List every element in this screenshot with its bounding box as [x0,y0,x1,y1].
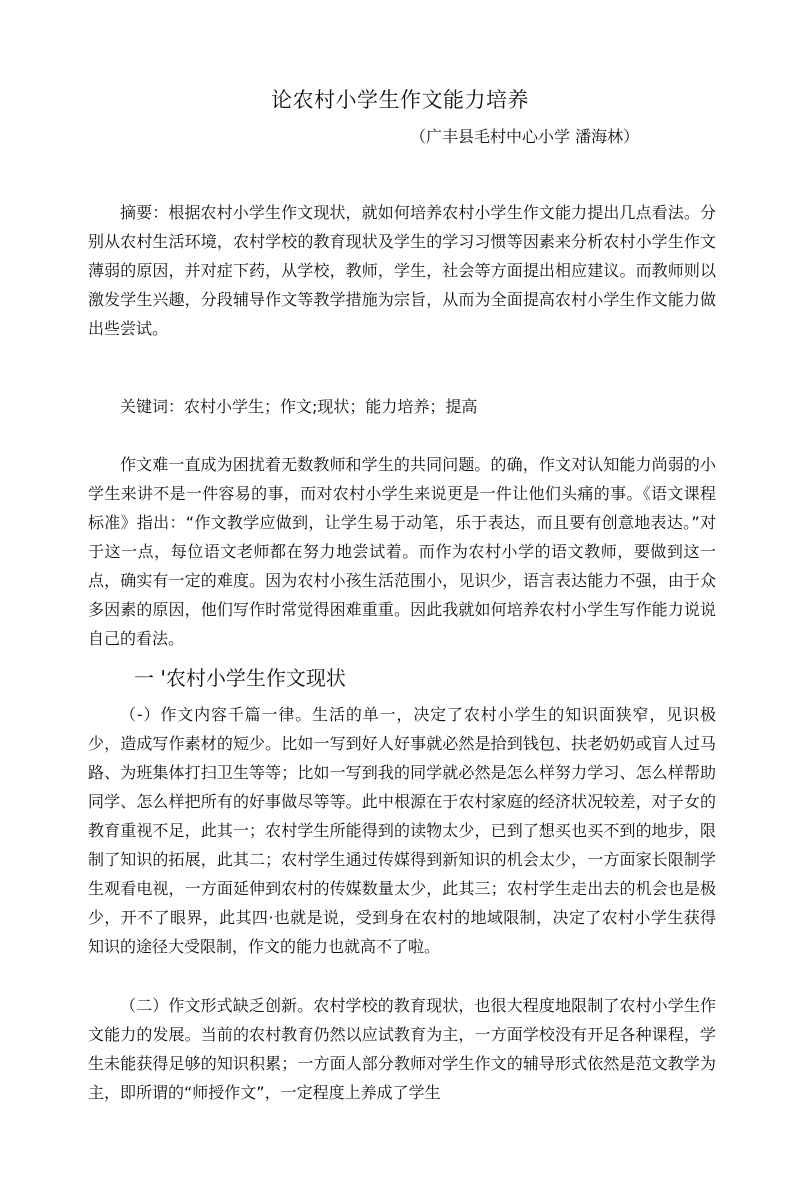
keywords-line: 关键词：农村小学生；作文;现状；能力培养；提高 [120,397,478,416]
author-line: （广丰县毛村中心小学 潘海林） [410,127,640,146]
body-paragraph-2: （二）作文形式缺乏创新。农村学校的教育现状，也很大程度地限制了农村小学生作文能力的发展。当前的农村教育仍然以应试教育为主，一方面学校没有开足各种课程，学生未能获得足够的知识积累；一方面人部分教师对学生作文的辅导形式依然是范文教学为主，即所谓的“师授作文”，一定程度上养成了学生 [88,996,716,1102]
document-title: 论农村小学生作文能力培养 [271,88,529,112]
abstract-paragraph: 摘要：根据农村小学生作文现状，就如何培养农村小学生作文能力提出几点看法。分别从农村生活环境，农村学校的教育现状及学生的学习习惯等因素来分析农村小学生作文薄弱的原因，并对症下药，从学校，教师，学生，社会等方面提出相应建议。而教师则以激发学生兴趣，分段辅导作文等教学措施为宗旨，从而为全面提高农村小学生作文能力做出些尝试。 [88,203,716,338]
intro-paragraph: 作文难一直成为困扰着无数教师和学生的共同问题。的确，作文对认知能力尚弱的小学生来讲不是一件容易的事，而对农村小学生来说更是一件让他们头痛的事。《语文课程标准》指出：“作文教学应做到，让学生易于动笔，乐于表达，而且要有创意地表达。”对于这一点，每位语文老师都在努力地尝试着。而作为农村小学的语文教师，要做到这一点，确实有一定的难度。因为农村小孩生活范围小，见识少，语言表达能力不强，由于众多因素的原因，他们写作时常觉得困难重重。因此我就如何培养农村小学生写作能力说说自己的看法。 [88,455,716,648]
section-heading: 一 '农村小学生作文现状 [134,666,346,690]
body-paragraph-1: （-）作文内容千篇一律。生活的单一，决定了农村小学生的知识面狭窄，见识极少，造成写作素材的短少。比如一写到好人好事就必然是拾到钱包、扶老奶奶或盲人过马路、为班集体打扫卫生等等；比如一写到我的同学就必然是怎么样努力学习、怎么样帮助同学、怎么样把所有的好事做尽等等。此中根源在于农村家庭的经济状况较差，对子女的教育重视不足，此其一；农村学生所能得到的读物太少，已到了想买也买不到的地步，限制了知识的拓展，此其二；农村学生通过传媒得到新知识的机会太少，一方面家长限制学生观看电视，一方面延伸到农村的传媒数量太少，此其三；农村学生走出去的机会也是极少，开不了眼界，此其四·也就是说，受到身在农村的地域限制，决定了农村小学生获得知识的途径大受限制，作文的能力也就高不了啦。 [88,705,716,956]
